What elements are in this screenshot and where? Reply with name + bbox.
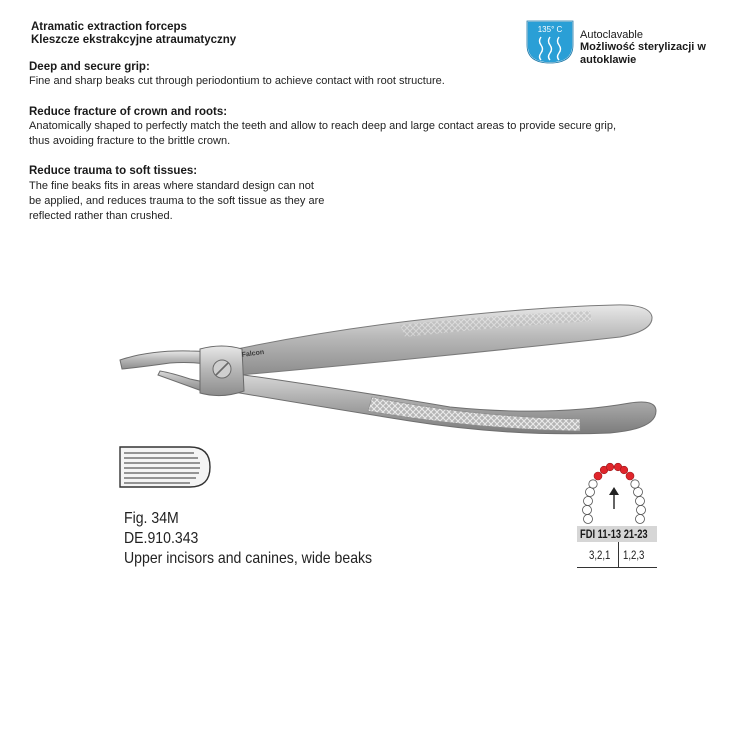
beak-profile-icon: [118, 443, 214, 491]
tooth-22: [620, 466, 628, 474]
section-heading-fracture: Reduce fracture of crown and roots:: [29, 106, 228, 118]
section-body-grip: Fine and sharp beaks cut through periodontium to achieve contact with root structure.: [29, 75, 445, 87]
section-heading-grip: Deep and secure grip:: [29, 61, 150, 73]
brand-logo: Falcon: [241, 348, 265, 359]
fdi-label: FDI 11-13 21-23: [580, 527, 648, 541]
section-heading-trauma: Reduce trauma to soft tissues:: [29, 165, 198, 177]
product-title-pl: Kleszcze ekstrakcyjne atraumatyczny: [31, 34, 237, 46]
product-title-en: Atramatic extraction forceps: [31, 21, 187, 33]
autoclave-icon: [524, 18, 576, 66]
tooth-13: [594, 472, 602, 480]
arrow-up-icon: [609, 487, 619, 509]
section-body-trauma: The fine beaks fits in areas where standard design can not be applied, and reduces trauma to the soft tissue as they are reflected rather than crushed.: [29, 180, 325, 222]
dental-arch-icon: [578, 455, 650, 527]
tooth-23: [626, 472, 634, 480]
product-description: Upper incisors and canines, wide beaks: [124, 550, 373, 567]
tooth-11: [606, 463, 614, 471]
autoclavable-label-pl: Możliwość sterylizacji w autoklawie: [580, 41, 706, 66]
product-code: DE.910.343: [124, 530, 199, 547]
right-quadrant: 1,2,3: [623, 548, 645, 562]
figure-number: Fig. 34M: [124, 510, 179, 527]
left-quadrant: 3,2,1: [589, 548, 611, 562]
autoclave-temperature: 135° C: [537, 25, 563, 34]
quadrant-baseline: [577, 567, 657, 568]
section-body-fracture: Anatomically shaped to perfectly match the teeth and allow to reach deep and large contact areas to provide secure grip, thus avoiding fracture to the brittle crown.: [29, 120, 617, 147]
autoclavable-label-en: Autoclavable: [580, 29, 643, 41]
quadrant-divider: [618, 542, 619, 568]
forceps-image: [110, 295, 670, 445]
